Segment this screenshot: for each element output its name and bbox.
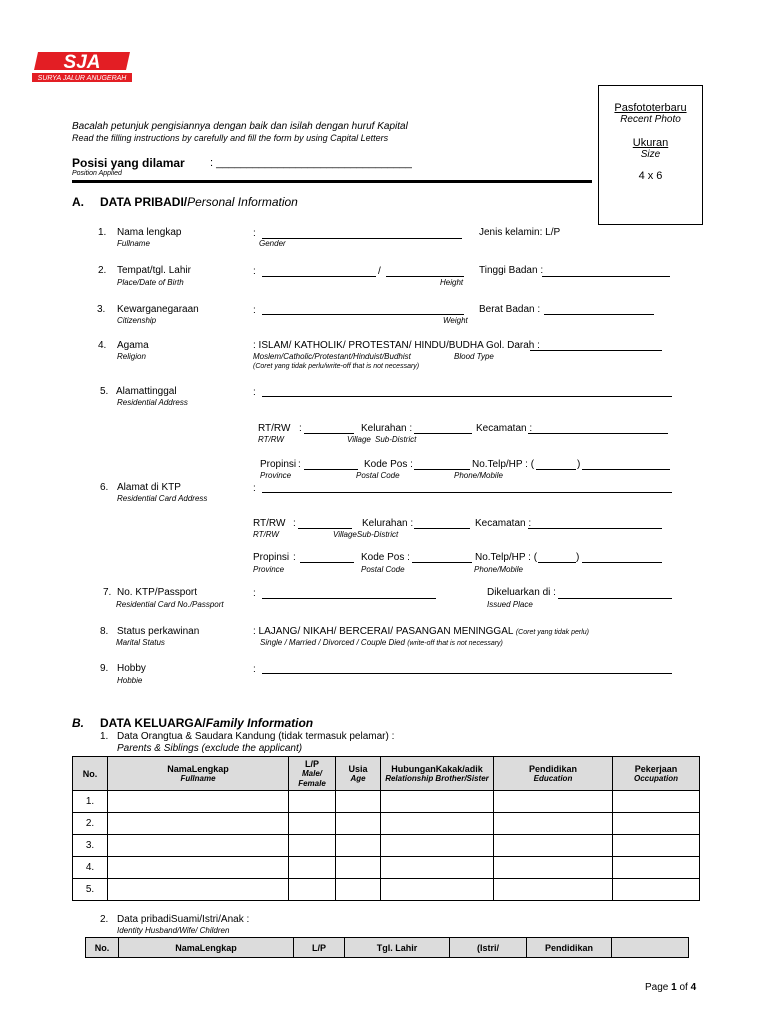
col-age: Usia Age xyxy=(336,757,381,791)
sub2-num: 2. xyxy=(100,914,109,925)
addr1-kelurahan-input[interactable] xyxy=(414,433,472,434)
field-3-colon: : xyxy=(253,305,256,316)
page-number xyxy=(645,982,696,993)
page-label: Page xyxy=(645,982,669,993)
col2-extra xyxy=(612,938,689,958)
spouse-table-header xyxy=(86,938,689,958)
cell-fullname[interactable] xyxy=(108,857,289,879)
instructions-en: Read the filling instructions by carefully and fill the form by using Capital Letters xyxy=(72,133,389,143)
religion-options-en: Moslem/Catholic/Protestant/Hinduist/Budhist xyxy=(253,352,411,361)
marital-options xyxy=(253,626,589,637)
weight-label-en: Weight xyxy=(443,316,468,325)
section-b-prefix: B. xyxy=(72,716,84,730)
section-b-title-en: Family Information xyxy=(205,716,314,730)
addr2-telp-area-input[interactable] xyxy=(538,562,576,563)
addr2-rtrw-input[interactable] xyxy=(298,528,352,529)
addr1-village-en: Village xyxy=(347,435,371,444)
addr2-telp: No.Telp/HP : ( xyxy=(475,552,538,563)
addr2-kecamatan-input[interactable] xyxy=(528,528,662,529)
issued-place-input[interactable] xyxy=(558,598,672,599)
photo-size-label: Ukuran xyxy=(632,137,669,149)
col-relationship: HubunganKakak/adik Relationship Brother/Sister xyxy=(381,757,494,791)
addr1-kodepos-input[interactable] xyxy=(414,469,470,470)
addr2-propinsi-colon: : xyxy=(293,552,296,563)
field-9-num: 9. xyxy=(100,663,109,674)
cell-relationship[interactable] xyxy=(381,857,494,879)
cell-relationship[interactable] xyxy=(381,791,494,813)
field-6-label: Alamat di KTP xyxy=(117,482,181,493)
cell-fullname[interactable] xyxy=(108,879,289,901)
addr2-kodepos-input[interactable] xyxy=(412,562,472,563)
addr2-kelurahan-input[interactable] xyxy=(414,528,470,529)
position-label-en: Position Applied xyxy=(72,170,122,177)
field-2-label: Tempat/tgl. Lahir xyxy=(117,265,191,276)
gender-label-en: Gender xyxy=(259,239,286,248)
photo-title: Pasfototerbaru xyxy=(614,102,687,114)
field-2-colon: : xyxy=(253,266,256,277)
addr2-kecamatan: Kecamatan : xyxy=(475,518,532,529)
cell-education[interactable] xyxy=(494,835,613,857)
addr2-rtrw-en: RT/RW xyxy=(253,530,279,539)
addr1-propinsi-input[interactable] xyxy=(304,469,358,470)
field-7-label: No. KTP/Passport xyxy=(117,587,198,598)
page-total: 4 xyxy=(690,982,697,993)
cell-age[interactable] xyxy=(336,813,381,835)
position-label: Posisi yang dilamar xyxy=(72,156,185,170)
addr1-telp-en: Phone/Mobile xyxy=(454,471,503,480)
cell-occupation[interactable] xyxy=(613,791,700,813)
svg-text:SJA: SJA xyxy=(63,52,101,73)
sub1-num: 1. xyxy=(100,731,109,742)
cell-gender[interactable] xyxy=(289,791,336,813)
cell-occupation[interactable] xyxy=(613,857,700,879)
field-5-label-en: Residential Address xyxy=(117,398,188,407)
cell-age[interactable] xyxy=(336,879,381,901)
addr1-rtrw: RT/RW xyxy=(258,423,291,434)
addr1-telp-input[interactable] xyxy=(582,469,670,470)
section-a-title-id: DATA PRIBADI/ xyxy=(100,195,188,209)
section-a-title-en: Personal Information xyxy=(187,195,298,209)
addr2-kodepos-en: Postal Code xyxy=(361,565,405,574)
issued-place-label: Dikeluarkan di : xyxy=(487,587,556,598)
marital-options-en-row xyxy=(260,638,503,647)
row-number: 1. xyxy=(73,791,108,813)
svg-text:SURYA JALUR ANUGERAH: SURYA JALUR ANUGERAH xyxy=(37,75,127,82)
field-4-label-en: Religion xyxy=(117,352,146,361)
field-7-label-en: Residential Card No./Passport xyxy=(116,600,224,609)
table-row xyxy=(73,835,700,857)
cell-fullname[interactable] xyxy=(108,835,289,857)
addr2-kodepos: Kode Pos : xyxy=(361,552,410,563)
addr1-propinsi-en: Province xyxy=(260,471,292,480)
cell-age[interactable] xyxy=(336,857,381,879)
ktp-address-input[interactable] xyxy=(262,492,672,493)
sub2-label-en: Identity Husband/Wife/ Children xyxy=(117,926,230,935)
cell-relationship[interactable] xyxy=(381,813,494,835)
addr2-propinsi-en: Province xyxy=(253,565,285,574)
ktp-number-input[interactable] xyxy=(262,598,436,599)
sub2-label: Data pribadiSuami/Istri/Anak : xyxy=(117,914,250,925)
religion-note: (Coret yang tidak perlu/write-off that is not necessary) xyxy=(253,363,420,370)
hobby-input[interactable] xyxy=(262,673,672,674)
field-2-label-en: Place/Date of Birth xyxy=(117,278,184,287)
cell-education[interactable] xyxy=(494,791,613,813)
field-7-num: 7. xyxy=(103,587,112,598)
addr2-village-en: VillageSub-District xyxy=(333,530,399,539)
col2-education: Pendidikan xyxy=(527,938,612,958)
col-fullname: NamaLengkap Fullname xyxy=(108,757,289,791)
company-logo xyxy=(30,48,134,84)
page-of: of xyxy=(679,982,688,993)
field-4-num: 4. xyxy=(98,340,107,351)
issued-place-label-en: Issued Place xyxy=(487,600,533,609)
address-input[interactable] xyxy=(262,396,672,397)
col-occupation: Pekerjaan Occupation xyxy=(613,757,700,791)
addr1-kecamatan-input[interactable] xyxy=(528,433,668,434)
cell-age[interactable] xyxy=(336,791,381,813)
cell-gender[interactable] xyxy=(289,857,336,879)
addr1-kelurahan: Kelurahan : xyxy=(361,423,413,434)
field-1-num: 1. xyxy=(98,227,107,238)
field-1-colon: : xyxy=(253,228,256,239)
addr2-telp-close: ) xyxy=(576,552,580,563)
addr1-telp-area-input[interactable] xyxy=(536,469,576,470)
field-5-num: 5. xyxy=(100,386,109,397)
weight-label: Berat Badan : xyxy=(479,304,541,315)
table-row xyxy=(73,857,700,879)
birthdate-input[interactable] xyxy=(386,276,464,277)
birth-slash: / xyxy=(378,266,381,277)
cell-occupation[interactable] xyxy=(613,835,700,857)
cell-education[interactable] xyxy=(494,813,613,835)
photo-title-en: Recent Photo xyxy=(620,114,681,125)
blood-type-input[interactable] xyxy=(530,350,662,351)
spouse-children-table xyxy=(85,937,689,958)
cell-education[interactable] xyxy=(494,857,613,879)
gender-label: Jenis kelamin: L/P xyxy=(479,227,561,238)
col2-birthdate: Tgl. Lahir xyxy=(345,938,450,958)
logo-graphic xyxy=(30,48,134,84)
citizenship-input[interactable] xyxy=(262,314,464,315)
addr1-rtrw-input[interactable] xyxy=(304,433,354,434)
col-gender: L/P Male/ Female xyxy=(289,757,336,791)
cell-gender[interactable] xyxy=(289,879,336,901)
addr2-propinsi-input[interactable] xyxy=(300,562,354,563)
marital-note: (Coret yang tidak perlu) xyxy=(515,629,589,636)
addr2-propinsi: Propinsi xyxy=(253,552,290,563)
field-9-label-en: Hobbie xyxy=(117,676,143,685)
instructions-id: Bacalah petunjuk pengisiannya dengan baik dan isilah dengan huruf Kapital xyxy=(72,121,408,132)
cell-fullname[interactable] xyxy=(108,813,289,835)
field-5-colon: : xyxy=(253,387,256,398)
field-6-label-en: Residential Card Address xyxy=(117,494,208,503)
sub1-label-en: Parents & Siblings (exclude the applicant) xyxy=(117,743,303,754)
page-current: 1 xyxy=(671,982,677,993)
field-9-colon: : xyxy=(253,664,256,675)
addr2-colon: : xyxy=(293,518,296,529)
addr1-rtrw-en: RT/RW xyxy=(258,435,284,444)
marital-options-id: : LAJANG/ NIKAH/ BERCERAI/ PASANGAN MENINGGAL xyxy=(253,626,514,637)
addr2-telp-input[interactable] xyxy=(582,562,662,563)
field-3-label-en: Citizenship xyxy=(117,316,157,325)
height-input[interactable] xyxy=(542,276,670,277)
photo-size: 4 x 6 xyxy=(638,170,663,182)
table-row xyxy=(73,879,700,901)
marital-note-en: (write-off that is not necessary) xyxy=(407,640,503,647)
row-number: 3. xyxy=(73,835,108,857)
table-row xyxy=(73,813,700,835)
fullname-input[interactable] xyxy=(262,238,462,239)
addr1-colon: : xyxy=(299,423,302,434)
addr1-telp: No.Telp/HP : ( xyxy=(472,459,535,470)
header-divider xyxy=(72,180,592,183)
addr2-rtrw: RT/RW xyxy=(253,518,286,529)
cell-age[interactable] xyxy=(336,835,381,857)
row-number: 4. xyxy=(73,857,108,879)
addr1-propinsi-colon: : xyxy=(298,459,301,470)
cell-education[interactable] xyxy=(494,879,613,901)
family-table-header xyxy=(73,757,700,791)
weight-input[interactable] xyxy=(544,314,654,315)
section-a-prefix: A. xyxy=(72,195,84,209)
photo-box xyxy=(598,85,703,225)
field-8-label: Status perkawinan xyxy=(117,626,200,637)
col2-relation: (Istri/ xyxy=(450,938,527,958)
row-number: 5. xyxy=(73,879,108,901)
addr1-telp-close: ) xyxy=(577,459,581,470)
section-a-title xyxy=(72,195,298,209)
family-table xyxy=(72,756,700,901)
addr2-telp-en: Phone/Mobile xyxy=(474,565,523,574)
field-1-label-en: Fullname xyxy=(117,239,150,248)
addr1-kecamatan: Kecamatan : xyxy=(476,423,533,434)
addr2-kelurahan: Kelurahan : xyxy=(362,518,414,529)
cell-gender[interactable] xyxy=(289,813,336,835)
row-number: 2. xyxy=(73,813,108,835)
section-b-title xyxy=(72,716,313,730)
blood-type-label-en: Blood Type xyxy=(454,352,494,361)
col-education: Pendidikan Education xyxy=(494,757,613,791)
sub1-label: Data Orangtua & Saudara Kandung (tidak termasuk pelamar) : xyxy=(117,731,395,742)
addr1-kodepos: Kode Pos : xyxy=(364,459,413,470)
photo-size-label-en: Size xyxy=(640,149,661,160)
cell-occupation[interactable] xyxy=(613,879,700,901)
marital-options-en: Single / Married / Divorced / Couple Died xyxy=(260,638,405,647)
field-7-colon: : xyxy=(253,588,256,599)
cell-relationship[interactable] xyxy=(381,879,494,901)
field-6-num: 6. xyxy=(100,482,109,493)
cell-occupation[interactable] xyxy=(613,813,700,835)
col2-fullname: NamaLengkap xyxy=(119,938,294,958)
addr1-propinsi: Propinsi xyxy=(260,459,297,470)
height-label-en: Height xyxy=(440,278,464,287)
field-3-num: 3. xyxy=(97,304,106,315)
table-row xyxy=(73,791,700,813)
field-1-label: Nama lengkap xyxy=(117,227,182,238)
field-2-num: 2. xyxy=(98,265,107,276)
field-9-label: Hobby xyxy=(117,663,146,674)
addr1-subdistrict-en: Sub-District xyxy=(375,435,417,444)
position-field[interactable]: : ________________________________ xyxy=(210,157,412,169)
section-b-title-id: DATA KELUARGA/ xyxy=(100,716,206,730)
religion-options: : ISLAM/ KATHOLIK/ PROTESTAN/ HINDU/BUDHA Gol. Darah : xyxy=(253,340,540,351)
field-8-label-en: Marital Status xyxy=(116,638,165,647)
col-no: No. xyxy=(73,757,108,791)
cell-fullname[interactable] xyxy=(108,791,289,813)
field-5-label: Alamattinggal xyxy=(116,386,177,397)
col2-gender: L/P xyxy=(294,938,345,958)
field-4-label: Agama xyxy=(117,340,149,351)
field-3-label: Kewarganegaraan xyxy=(117,304,199,315)
field-6-colon: : xyxy=(253,483,256,494)
field-8-num: 8. xyxy=(100,626,109,637)
addr1-kodepos-en: Postal Code xyxy=(356,471,400,480)
height-label: Tinggi Badan : xyxy=(479,265,544,276)
cell-gender[interactable] xyxy=(289,835,336,857)
col2-no: No. xyxy=(86,938,119,958)
cell-relationship[interactable] xyxy=(381,835,494,857)
birthplace-input[interactable] xyxy=(262,276,376,277)
